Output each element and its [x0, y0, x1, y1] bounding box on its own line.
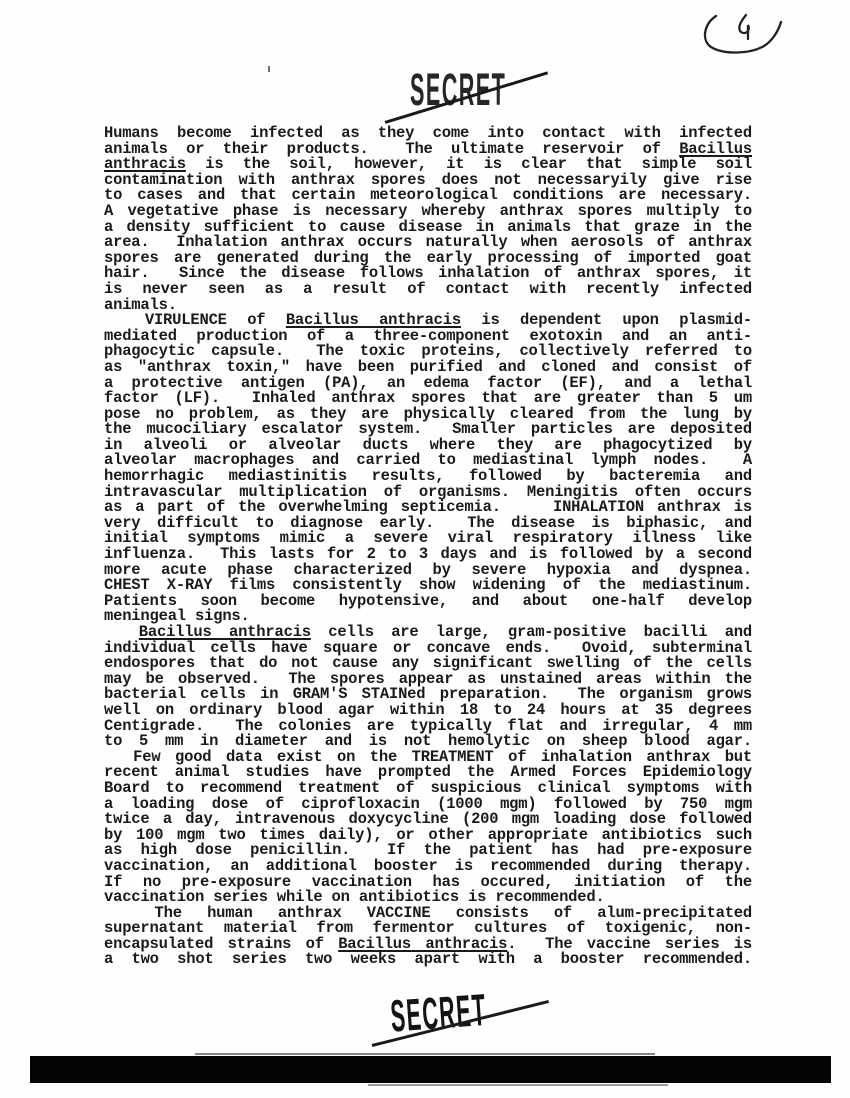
text-line: a density sufficient to cause disease in animals that graze in the — [104, 217, 752, 236]
secret-stamp-top-text: SECRET — [410, 66, 507, 116]
text-line: hair. Since the disease follows inhalation of anthrax spores, it — [104, 264, 752, 283]
text-line: as "anthrax toxin," have been purified and cloned and consist of — [104, 357, 752, 376]
text-line: to 5 mm in diameter and is not hemolytic on sheep blood agar. — [104, 732, 752, 751]
text-line: Centigrade. The colonies are typically flat and irregular, 4 mm — [104, 716, 752, 735]
text-line: Few good data exist on the TREATMENT of inhalation anthrax but — [104, 747, 753, 766]
text-line: vaccination series while on antibiotics is recommended. — [104, 888, 605, 907]
text-line: recent animal studies have prompted the Armed Forces Epidemiology — [104, 763, 752, 782]
redaction-hairline-bottom — [368, 1084, 668, 1086]
text-line: encapsulated strains of Bacillus anthracis. The vaccine series is — [104, 934, 753, 953]
text-line: Bacillus anthracis cells are large, gram-positive bacilli and — [138, 623, 753, 641]
text-line: meningeal signs. — [104, 607, 250, 626]
paragraph — [104, 313, 752, 625]
text-line: a protective antigen (PA), an edema factor (EF), and a lethal — [104, 373, 752, 392]
text-line: as a part of the overwhelming septicemia. INHALATION anthrax is — [104, 498, 752, 517]
text-line: animals. — [104, 295, 177, 314]
text-line: mediated production of a three-component exotoxin and an anti- — [104, 326, 752, 345]
handwritten-page-number — [688, 2, 798, 66]
redaction-hairline-top — [195, 1053, 655, 1055]
paragraph — [104, 126, 752, 313]
text-line: more acute phase characterized by severe hypoxia and dyspnea. — [104, 560, 752, 579]
text-line: area. Inhalation anthrax occurs naturally when aerosols of anthrax — [104, 233, 752, 252]
text-line: in alveoli or alveolar ducts where they are phagocytized by — [104, 435, 752, 454]
ink-speck — [268, 66, 270, 72]
secret-stamp-bottom — [388, 983, 525, 1043]
text-line: as high dose penicillin. If the patient has had pre-exposure — [104, 841, 752, 860]
text-line: A vegetative phase is necessary whereby anthrax spores multiply to — [104, 201, 752, 220]
text-line: pose no problem, as they are physically cleared from the lung by — [104, 404, 752, 423]
redaction-bar — [30, 1056, 831, 1083]
document-body — [104, 126, 752, 968]
text-line: alveolar macrophages and carried to mediastinal lymph nodes. A — [104, 451, 752, 470]
text-line: contamination with anthrax spores does not necessaryily give rise — [104, 170, 752, 189]
text-line: Patients soon become hypotensive, and about one-half develop — [104, 591, 752, 610]
text-line: supernatant material from fermentor cultures of toxigenic, non- — [104, 919, 752, 938]
paragraph — [104, 625, 752, 750]
text-line: vaccination, an additional booster is recommended during therapy. — [104, 856, 752, 875]
text-line: the mucociliary escalator system. Smaller particles are deposited — [104, 420, 752, 439]
text-line: hemorrhagic mediastinitis results, followed by bacteremia and — [104, 467, 752, 486]
text-line: spores are generated during the early processing of imported goat — [104, 248, 752, 267]
text-line: very difficult to diagnose early. The disease is biphasic, and — [104, 513, 752, 532]
text-line: If no pre-exposure vaccination has occured, initiation of the — [104, 872, 752, 891]
paragraph — [104, 747, 753, 907]
text-line: VIRULENCE of Bacillus anthracis is dependent upon plasmid- — [104, 311, 753, 330]
text-line: The human anthrax VACCINE consists of alum-precipitated — [104, 903, 753, 922]
text-line: endospores that do not cause any significant swelling of the cells — [104, 654, 752, 673]
text-line: to cases and that certain meteorological conditions are necessary. — [104, 186, 752, 205]
text-line: twice a day, intravenous doxycycline (200 mgm loading dose followed — [104, 810, 752, 829]
text-line: a two shot series two weeks apart with a booster recommended. — [104, 950, 752, 969]
text-line: influenza. This lasts for 2 to 3 days and is followed by a second — [104, 545, 752, 564]
text-line: is never seen as a result of contact with recently infected — [104, 279, 752, 298]
text-line: Humans become infected as they come into contact with infected — [104, 124, 752, 142]
paragraph — [104, 903, 753, 969]
text-line: animals or their products. The ultimate reservoir of Bacillus — [104, 139, 752, 158]
text-line: bacterial cells in GRAM'S STAINed preparation. The organism grows — [104, 685, 752, 704]
text-line: by 100 mgm two times daily), or other appropriate antibiotics such — [104, 825, 752, 844]
text-line: may be observed. The spores appear as unstained areas within the — [104, 669, 752, 688]
text-line: intravascular multiplication of organisms. Meningitis often occurs — [104, 482, 752, 501]
text-line: factor (LF). Inhaled anthrax spores that are greater than 5 um — [104, 389, 752, 408]
text-line: well on ordinary blood agar within 18 to 24 hours at 35 degrees — [104, 700, 752, 719]
text-line: Board to recommend treatment of suspicious clinical symptoms with — [104, 778, 752, 797]
text-line: individual cells have square or concave ends. Ovoid, subterminal — [104, 638, 752, 657]
secret-stamp-bottom-text: SECRET — [388, 985, 489, 1043]
text-line: CHEST X-RAY films consistently show widening of the mediastinum. — [104, 576, 752, 595]
text-line: a loading dose of ciprofloxacin (1000 mgm) followed by 750 mgm — [104, 794, 752, 813]
text-line: anthracis is the soil, however, it is clear that simple soil — [104, 155, 752, 174]
text-line: initial symptoms mimic a severe viral respiratory illness like — [104, 529, 752, 548]
text-line: phagocytic capsule. The toxic proteins, collectively referred to — [104, 342, 752, 361]
